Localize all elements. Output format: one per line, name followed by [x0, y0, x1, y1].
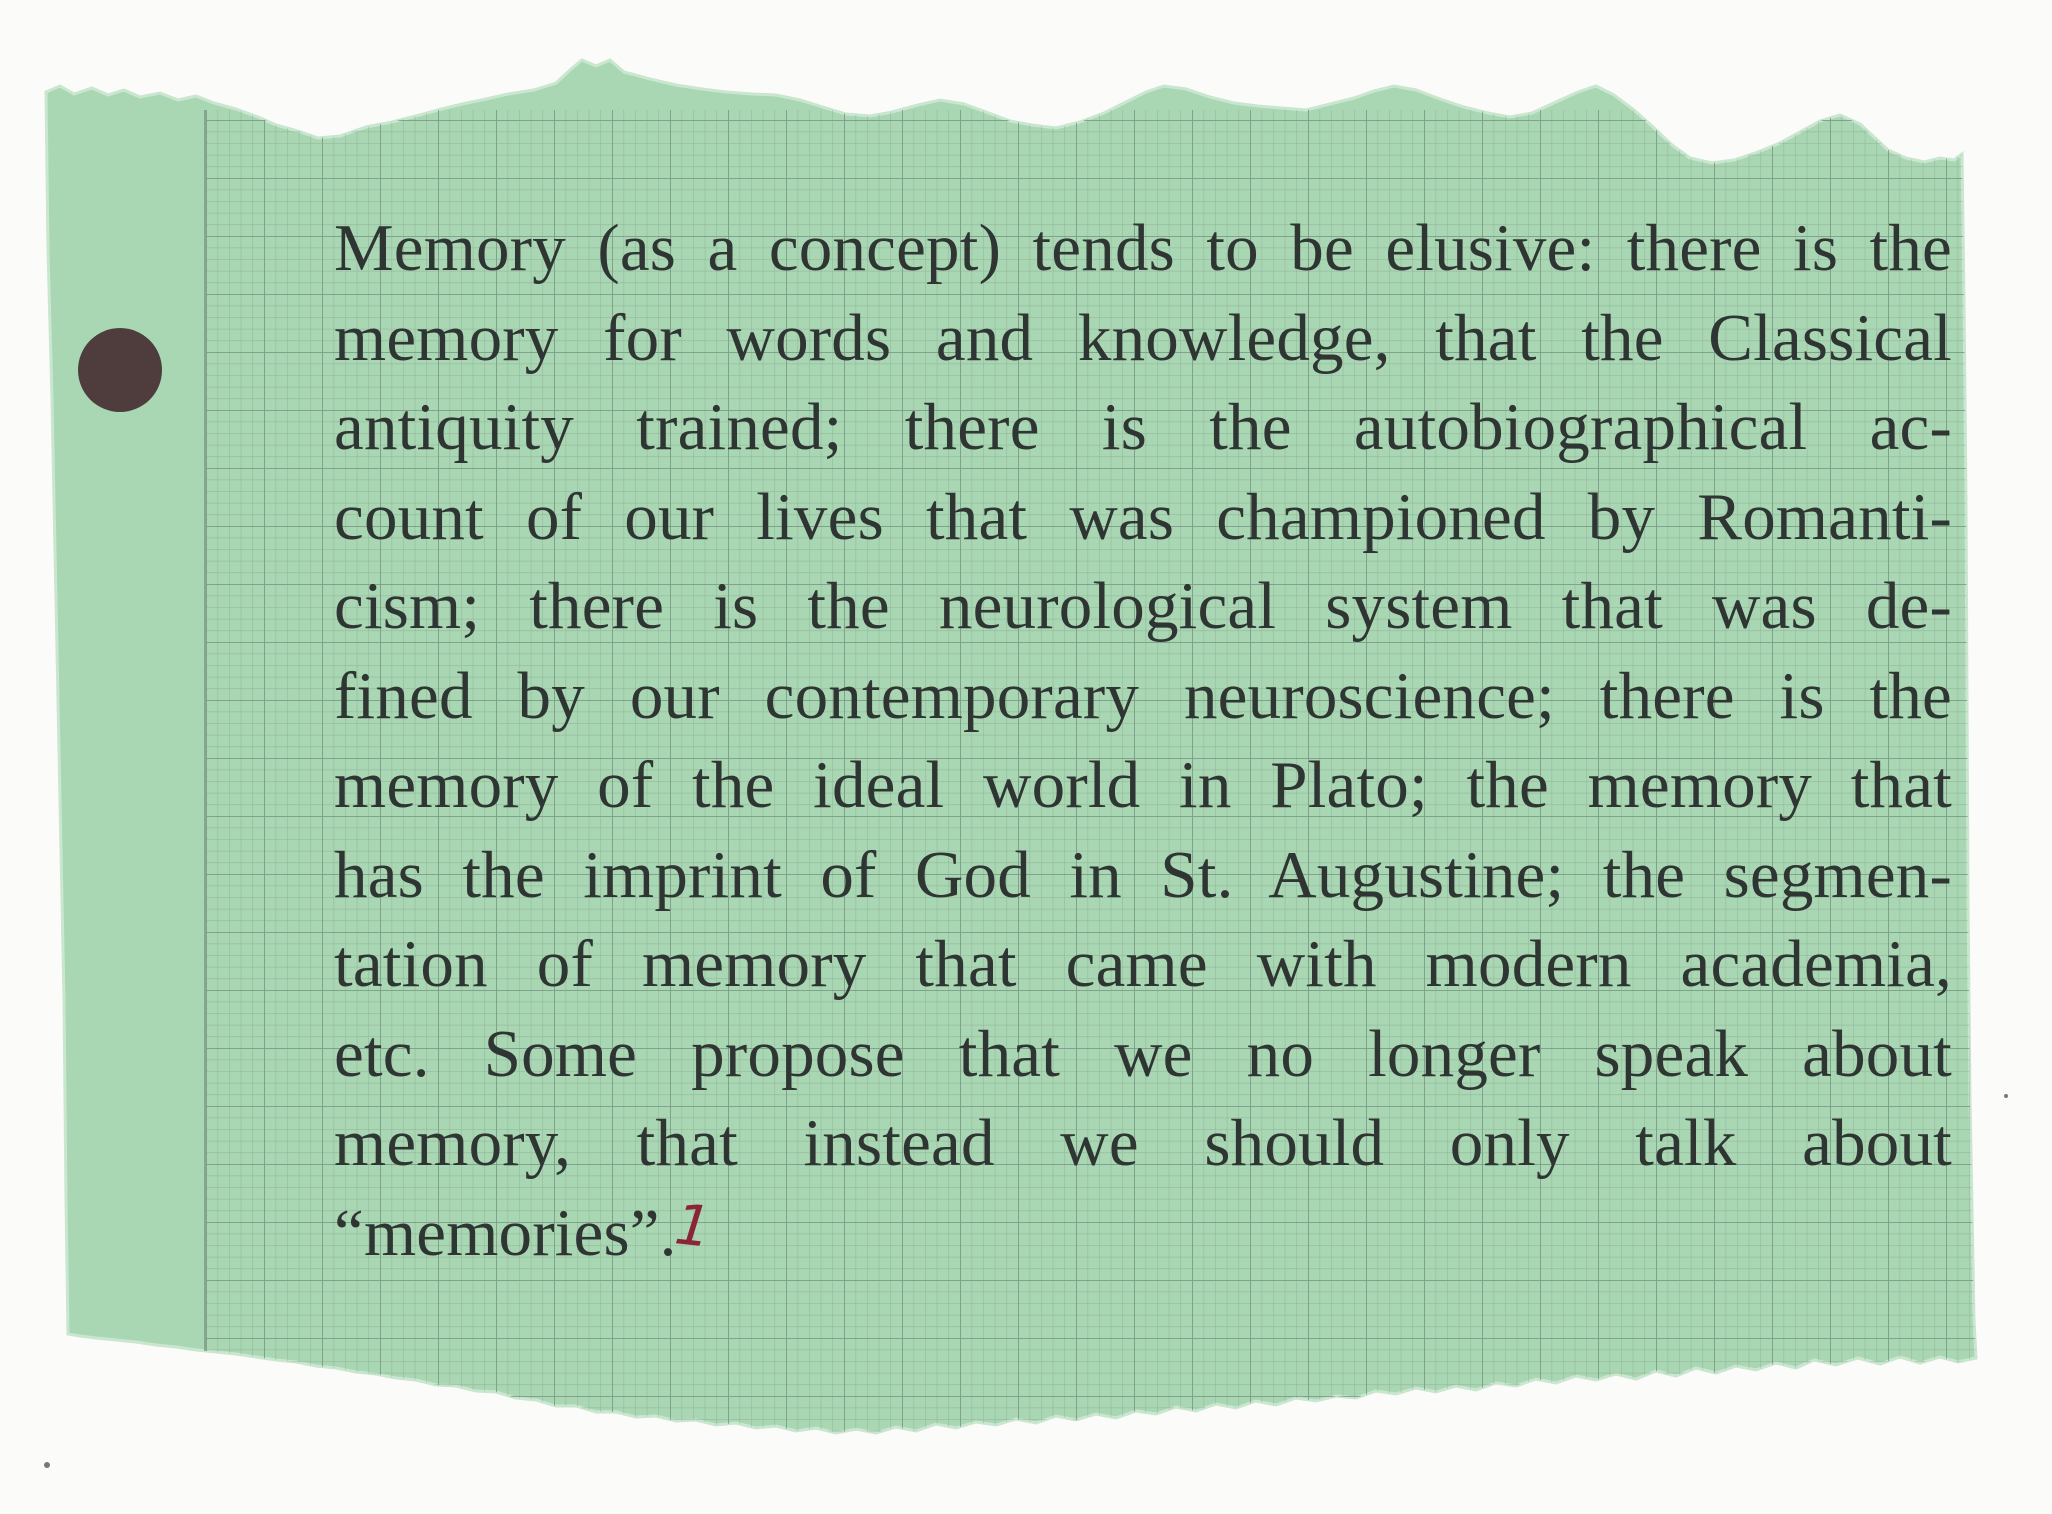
- paragraph-line: “memories”.: [334, 1195, 677, 1270]
- paragraph-line: cism; there is the neurological system that was de-: [334, 569, 1952, 643]
- paragraph-line: has the imprint of God in St. Augustine; the segmen-: [334, 837, 1952, 912]
- paragraph-line: memory, that instead we should only talk about: [334, 1106, 1952, 1180]
- paragraph-line: Memory (as a concept) tends to be elusive: there is the: [334, 211, 1952, 285]
- paragraph-line: antiquity trained; there is the autobiographical ac-: [334, 390, 1952, 464]
- paragraph-line: fined by our contemporary neuroscience; there is the: [334, 658, 1952, 733]
- paragraph: [334, 204, 1952, 1278]
- paragraph-last-line: [334, 1189, 1952, 1279]
- paragraph-line: memory of the ideal world in Plato; the memory that: [334, 748, 1952, 822]
- paragraph-line: count of our lives that was championed by Romanti-: [334, 479, 1952, 554]
- paragraph-line: etc. Some propose that we no longer speak about: [334, 1016, 1952, 1091]
- paragraph-line: tation of memory that came with modern academia,: [334, 927, 1952, 1001]
- paragraph-line: memory for words and knowledge, that the Classical: [334, 300, 1952, 375]
- dust-speck: [2004, 1094, 2008, 1098]
- dust-speck: [44, 1462, 50, 1468]
- punch-hole: [78, 328, 162, 412]
- handwritten-footnote-mark: 1: [671, 1191, 714, 1261]
